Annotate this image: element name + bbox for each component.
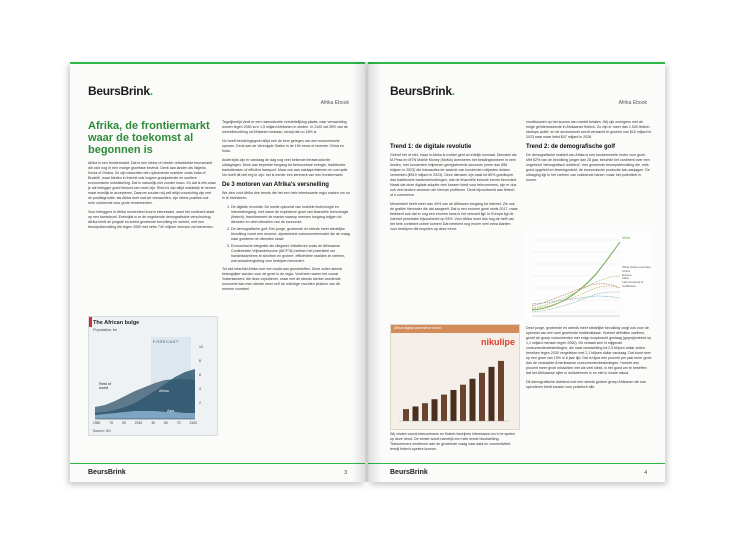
paragraph: Nu heeft bevolkingsgroei altijd een de kern gelegen van een economische opmars. Denk aan de Verenigde Staten in de 19e eeuw of recenter China en India.: [222, 139, 344, 153]
series-line: [532, 286, 620, 309]
bar: [441, 395, 447, 421]
digital-commerce-chart: [390, 324, 520, 430]
y-tick: 4: [199, 387, 201, 391]
left-column-2: [222, 120, 350, 296]
line-legend: [622, 236, 630, 240]
series-label-africa: Africa: [159, 389, 169, 393]
x-tick: 2010: [134, 421, 143, 425]
chart-header-text: Africa digital commerce boom: [394, 326, 442, 330]
paragraph: Momenteel heeft meer dan 40% van de Afrikanen toegang tot internet. Zie ook de grafiek hieronder die dat aangeeft. Dat is een enorme groei sinds 2017, maar betekent ook dat er nog een enorme kans is het versnelt ligt. In Europa ligt de internet penetratie bijvoorbeeld op 93%. Voor Afrika moet dus nog de helft van het hele continent online komen! Dat betekent nog enorm veel extra klanten voor bedrijven die inspelen op deze trend.: [390, 202, 518, 231]
right-column-2: [526, 120, 652, 187]
legend-item: Other Asian countries: [622, 265, 651, 269]
y-tick: 2: [199, 401, 201, 405]
bar: [451, 390, 457, 421]
y-tick: 6: [199, 373, 201, 377]
legend-item: Latin America & Caribbean: [622, 280, 644, 288]
x-axis-ticks: [93, 421, 197, 425]
brand-logo: BeursBrink.: [390, 84, 455, 98]
page-number: 3: [344, 470, 347, 476]
african-bulge-chart: [88, 316, 218, 436]
chart-source: Source: UN: [93, 429, 111, 433]
bar: [498, 361, 504, 421]
x-tick: 90: [122, 421, 126, 425]
y-tick: 10: [199, 345, 203, 349]
page-title: Afrika, de frontiermarkt waar de toekomst al begonnen is: [88, 120, 210, 156]
list-item: 2. De demografische golf: Een jonge, groeiende en steeds meer stedelijke bevolking vormt een enorme, dynamische consumentenmarkt die de vraag naar goederen en diensten stuwt.: [231, 227, 350, 242]
right-column-1: [390, 144, 518, 236]
paragraph: Afrika is een frontiermarkt. Dat is een kleine of minder ontwikkelde beursmarkt die zich nog in een vroege groeifase bevindt. Denk aan landen als Nigeria, Kenia of Ghana. Ze zijn misschien den opkomende markten zoals India of Brazilië, maar bieden in theorie ook hogere groeipotentie en snellere economische ontwikkeling. Dat is natuurlijk niet zonder risico. En dat is iets waar je als belegger goed bewust van moet zijn. Risico's zijn altijd makkelijk te nemen maar moeilijk te accepteren. Daarom zouden wij zelf altijd voorzichtig zijn met de positiegrootte: als Afrika doet wat we verwachten, zijn kleine posities ook ruim voldoende voor grote rendementen.: [88, 161, 216, 205]
paragraph: Voor beleggers is Afrika momenteel enorm interessant, want het continent staat op een kantelpunt. Enerzijds is er de ongekende demografische verschuiving. Afrika heeft de jongste en snelst groeiende bevolking ter wereld, met een beroepsbevolking die tegen 2050 met netto 740 miljoen mensen zal toenemen.: [88, 210, 215, 229]
page-footer: [368, 463, 665, 482]
series-label-rest: Rest of world: [99, 382, 112, 390]
right-column-2b: [526, 326, 652, 394]
legend-item: China: [622, 268, 630, 273]
x-tick: 30: [151, 421, 156, 425]
x-tick: 70: [109, 421, 114, 425]
open-ebook-spread: [62, 58, 673, 488]
paragraph: Gebruf het of niet, maar in Afrika is mobiel geld al redelijk normaal. Diensten als M-Pesa en MTN Mobile Money (MoMo) domineren het betalingsverkeer in veel landen, met honderden miljoenen geregistreerde accounts (meer dan 856 miljoen in 2023) die transacties ter waarde van honderden miljarden dollars verwerken ($919 miljard in 2023). Deze diensten zijn vaak tot 80% goedkoper dan traditionele bankoverboekingen, wat de financiële inclusie enorm bevordert. Naast dat deze digitale adoptie veel kansen biedt voor telecommers, zijn er dus ook veel andere sectoren die hiervan profiteren. Denk bijvoorbeeld aan fintech of e-commerce.: [390, 153, 518, 197]
section-heading: Trend 1: de digitale revolutie: [390, 144, 472, 150]
section-heading: Trend 2: de demografische golf: [526, 144, 616, 150]
x-tick: 2100: [189, 421, 197, 425]
x-tick: 50: [164, 421, 168, 425]
left-page: [70, 62, 365, 482]
bar: [403, 409, 409, 421]
paragraph: Tot slot beschikt Afrika over een scala aan grondstoffen. Deze zullen steeds belangrijker worden voor de groei in de regio. Voorheen waren het vooral 'buitenlanders' die deze exploiteren, maar met de steeds sterker wordende economie kan men steeds meer zelf de volledige vruchten plukken van dit enorme voordeel.: [222, 267, 343, 291]
paragraph: Wij vinden vooral telecommers en fintech bedrijven interessant om in te spelen op deze trend. De eerste wordt namelijk een hele brede blootstelling. Telecommers verdienen aan de groeiende vraag naar data en connectiviteit, terwijl fintech-spelers kunnen: [390, 432, 516, 451]
x-tick: 1950: [93, 421, 101, 425]
bar: [413, 406, 419, 421]
list-item: 1. De digitale revolutie: De snelle opkomst van mobiele technologie en internettoegang, met name de explosieve groei van financiële technologie (fintech), transformeert de manier waarop mensen toegang krijgen tot diensten en deel uitmaken van de economie.: [231, 205, 350, 225]
chart-subtitle: Population, bn: [93, 328, 118, 332]
paragraph: Anderzijds zijn er vandaag de dag nog veel bekende infrastructurele uitdagingen. Denk aan beperkte toegang tot betrouwbare energie, traditionele bankdiensten of efficiënt transport. Maar ook aan valutaproblemen en corruptie. Nu hoeft dit niet erg te zijn: het is eerder een kenmerk van een frontiermarkt.: [222, 158, 349, 177]
chart-brand: nikulipe: [480, 337, 515, 347]
header-tag: Afrika Ebook: [320, 100, 349, 106]
line-legend-others: [622, 266, 652, 289]
right-page: [368, 62, 665, 482]
accent-bar: [70, 62, 365, 64]
page-footer: [70, 463, 365, 482]
bar-chart-plot: [391, 325, 519, 429]
legend-item: Europe: [622, 272, 632, 277]
paragraph: voortbouwen op het succes van mobiel betalen. Wij zijn overigens met de enige geïnteresseerde in Afrikaanse fintech. Zo zijn er meer dan 1.000 fintech startups actief, en de sectoromzet wordt verwacht te groeien van $10 miljard in 2023 naar maar liefst $47 miljard in 2028.: [526, 120, 652, 139]
bar: [489, 367, 495, 421]
bar: [422, 403, 428, 421]
paragraph: We zien voor Afrika drie trends die het een hele interessante regio maken om nu in te investeren.: [222, 191, 350, 200]
trend-list: [222, 205, 350, 264]
legend-africa: Africa: [622, 236, 631, 240]
bar: [460, 385, 466, 421]
forecast-label: FORECAST: [153, 339, 179, 344]
list-item: 3. Economische integratie als vliegwiel: Initiatieven zoals de Afrikaanse Continentale Vrijhandelszone (AfCFTA) hebben het potentieel om handelsbarrières te slechten en grotere, efficiëntere markten te creëren, wat schaalvergroting voor bedrijven bevordert.: [231, 244, 350, 264]
header-tag: Afrika Ebook: [618, 100, 647, 106]
footer-logo: BeursBrink: [88, 469, 126, 476]
bar: [470, 379, 476, 421]
accent-bar: [368, 62, 665, 64]
y-tick: 8: [199, 359, 201, 363]
series-label-asia: Asia: [167, 409, 175, 413]
page-number: 4: [644, 470, 647, 476]
population-line-chart: [526, 230, 652, 322]
bar: [432, 399, 438, 421]
bar: [479, 373, 485, 421]
footer-logo: BeursBrink: [390, 469, 428, 476]
paragraph: Dit demografische dividend met een steeds grotere groep Afrikanen die kan spenderen biedt kansen voor praktisch alle: [526, 380, 647, 389]
paragraph: De demografische realiteit van Afrika is een fundamentele motor voor groei. Met 62% van de bevolking jonger dan 25 jaar, beschikt het continent over een ongekend 'demografisch dividend': een groeiende beroepsbevolking die, mits goed opgeleid en tewerkgesteld, de economische productie kan aanjagen. De uitdaging ligt in het creëren van voldoende banen, maar het potentieel is enorm.: [526, 153, 650, 182]
brand-logo: BeursBrink.: [88, 84, 153, 98]
right-column-1b: [390, 432, 518, 456]
chart-title: The African bulge: [93, 320, 140, 326]
y-axis-ticks: [199, 345, 203, 405]
left-column-1: [88, 120, 216, 234]
legend-item: India: [622, 276, 629, 281]
x-tick: 70: [176, 421, 181, 425]
paragraph: Deze jonge, groeiende en steeds meer stedelijke bevolking zorgt ook voor de opkomst van een snel groeiende middenklasse. Hoewel definities variëren, groeit de groep consumenten met enige koopkracht gestaag (geprojecteerd op 1,1 miljard mensen tegen 2060). Dit vertaalt zich in stijgende consumentenbestedingen, die naar verwachting tot 2,5 biljoen dollar zullen bereiken tegen 2030 vergeleken met 2,1 biljoen dollar vandaag. Dat komt neer op een groei van 19% in 8 jaar tijd. Dat is bijna een procent per jaar meer groei dan de verwachte Amerikaanse consumentenbestedingen. Hoewel een procent meer groei misschien niet als veel klinkt, is het goed om te beseffen dat het Afrikaanse cijfer in dollartermen is en niet in lokale valuta.: [526, 326, 652, 375]
area-chart-plot: [89, 317, 217, 435]
paragraph: Tegelijkertijd vindt er een razendsnelle verstedelijking plaats; naar verwachting wonen tegen 2050 zo'n 1,5 miljard Afrikanen in steden. In 2100 zal 39% van de wereldbevolking uit Afrikanen bestaan, terwijl dat nu 18% is.: [222, 120, 348, 134]
section-heading: De 3 motoren van Afrika's versnelling: [222, 182, 329, 188]
